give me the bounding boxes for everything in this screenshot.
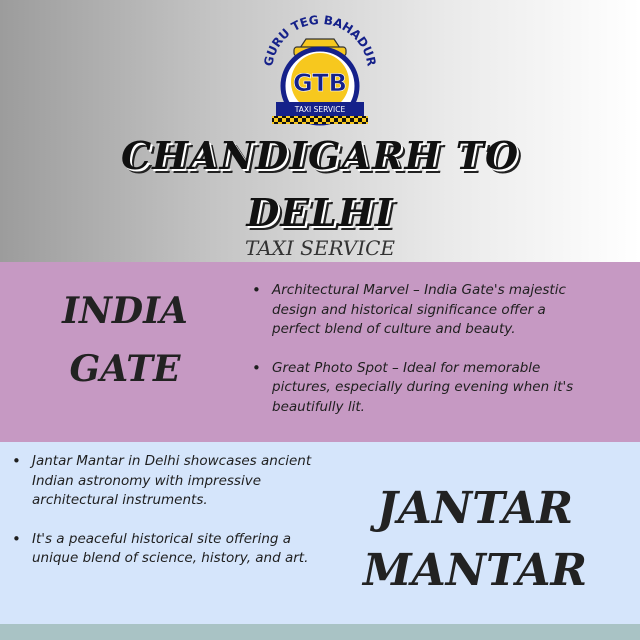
page-title-line2: DELHI	[246, 190, 394, 235]
logo-ribbon-text: TAXI SERVICE	[294, 105, 346, 114]
gtb-taxi-logo	[250, 6, 390, 136]
india-gate-heading-line2: GATE	[69, 348, 181, 390]
jantar-mantar-bullet-list	[12, 452, 312, 569]
logo-arc-text: GURU TEG BAHADUR	[261, 12, 379, 68]
list-item: • Great Photo Spot – Ideal for memorable pictures, especially during evening when it's beautifully lit.	[252, 359, 597, 418]
list-item: • Jantar Mantar in Delhi showcases ancient Indian astronomy with impressive architectural instruments.	[12, 452, 312, 511]
page-subtitle: TAXI SERVICE	[244, 236, 396, 260]
page-title-line1: CHANDIGARH TO	[120, 133, 520, 178]
bottom-strip	[0, 624, 640, 640]
india-gate-heading-line1: INDIA	[62, 290, 188, 332]
india-gate-bullet-list	[252, 281, 597, 417]
logo-emblem-text: GTB	[293, 69, 347, 97]
jantar-mantar-heading-line1: JANTAR	[376, 483, 574, 534]
jantar-mantar-heading	[360, 478, 590, 602]
list-item: • Architectural Marvel – India Gate's majestic design and historical significance offer a perfect blend of culture and beauty.	[252, 281, 597, 340]
india-gate-heading	[55, 282, 195, 398]
list-item: • It's a peaceful historical site offering a unique blend of science, history, and art.	[12, 530, 312, 569]
jantar-mantar-heading-line2: MANTAR	[362, 545, 588, 596]
